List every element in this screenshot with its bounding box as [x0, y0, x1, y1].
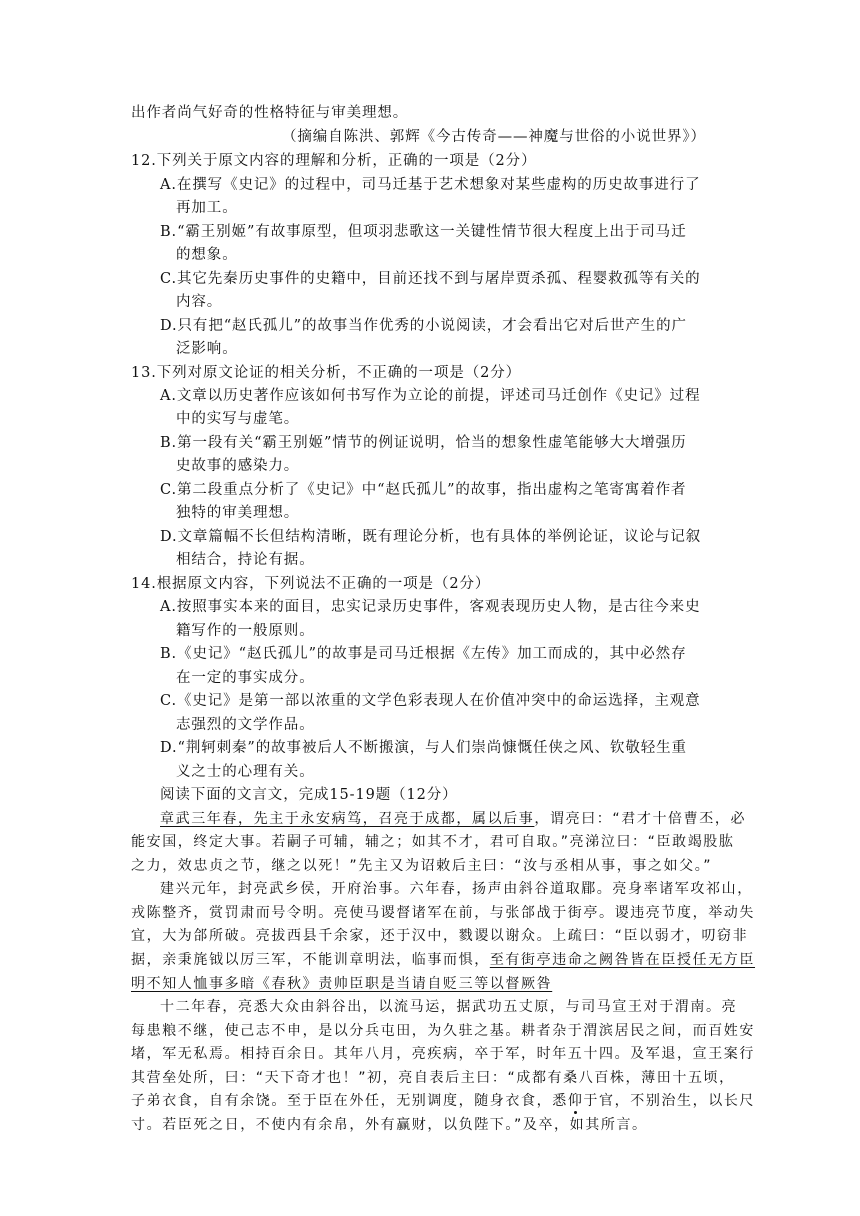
passage-text: ，谓亮曰：“君才十倍曹丕，必 [534, 811, 747, 827]
passage-p1-line-3: 之力，效忠贞之节，继之以死！”先主又为诏敕后主曰：“汝与丞相从事，事之如父。” [131, 858, 713, 874]
passage-p2-line-1: 建兴元年，封亮武乡侯，开府治事。六年春，扬声由斜谷道取郿。亮身率诸军攻祁山， [160, 881, 753, 897]
passage-p3-line-2: 每患粮不继，使己志不申，是以分兵屯田，为久驻之基。耕者杂于渭滨居民之间，而百姓安 [131, 1023, 755, 1039]
q13-option-c: C.第二段重点分析了《史记》中“赵氏孤儿”的故事，指出虚构之笔寄寓着作者 [160, 482, 687, 498]
q12-option-b-cont: 的想象。 [176, 247, 238, 263]
reading-instruction: 阅读下面的文言文，完成15-19题（12分） [160, 787, 458, 803]
passage-p2-line-4 [131, 950, 755, 970]
q13-option-a: A.文章以历史著作应该如何书写作为立论的前提，评述司马迁创作《史记》过程 [160, 388, 701, 404]
q12-option-d-cont: 泛影响。 [176, 341, 238, 357]
q14-option-d-cont: 义之士的心理有关。 [176, 764, 315, 780]
q12-option-d: D.只有把“赵氏孤儿”的故事当作优秀的小说阅读，才会看出它对后世产生的广 [160, 318, 687, 334]
q13-option-b: B.第一段有关“霸王别姬”情节的例证说明，恰当的想象性虚笔能够大大增强历 [160, 435, 687, 451]
passage-p3-line-1: 十二年春，亮悉大众由斜谷出，以流马运，据武功五丈原，与司马宣王对于渭南。亮 [160, 999, 738, 1015]
q12-option-c-cont: 内容。 [176, 294, 223, 310]
q12-option-c: C.其它先秦历史事件的史籍中，目前还找不到与屠岸贾杀孤、程婴救孤等有关的 [160, 271, 701, 287]
passage-p3-line-3: 堵，军无私焉。相持百余日。其年八月，亮疾病，卒于军，时年五十四。及军退，宣王案行 [131, 1046, 755, 1062]
source-citation: （摘编自陈洪、郭辉《今古传奇——神魔与世俗的小说世界》） [282, 129, 706, 145]
passage-p1-line-1 [160, 809, 746, 829]
q14-option-c: C.《史记》是第一部以浓重的文学色彩表现人在价值冲突中的命运选择，主观意 [160, 693, 701, 709]
q14-option-a-cont: 籍写作的一般原则。 [176, 623, 315, 639]
q13-option-b-cont: 史故事的感染力。 [176, 458, 300, 474]
q13-option-d: D.文章篇幅不长但结构清晰，既有理论分析，也有具体的举例论证，议论与记叙 [160, 529, 702, 545]
passage-p2-line-2: 戎陈整齐，赏罚肃而号令明。亮使马谡督诸军在前，与张郃战于街亭。谡违亮节度，举动失 [131, 905, 755, 921]
passage-p3-line-6: 寸。若臣死之日，不使内有余帛，外有赢财，以负陛下。”及卒，如其所言。 [131, 1117, 648, 1133]
passage-p1-line-2: 能安国，终定大事。若嗣子可辅，辅之；如其不才，君可自取。”亮涕泣曰：“臣敢竭股肱 [131, 834, 735, 850]
q12-option-a-cont: 再加工。 [176, 200, 238, 216]
passage-p3-line-5 [131, 1091, 755, 1111]
passage-text: 于官，不别治生，以长尺 [583, 1093, 756, 1109]
question-14-stem: 14.根据原文内容，下列说法不正确的一项是（2分） [131, 576, 491, 592]
passage-p2-line-3: 宜，大为郃所破。亮拔西县千余家，还于汉中，戮谡以谢众。上疏曰：“臣以弱才，叨窃非 [131, 928, 749, 944]
passage-p2-line-5 [131, 974, 552, 994]
q14-option-d: D.“荆轲刺秦”的故事被后人不断搬演，与人们崇尚慷慨任侠之风、钦敬轻生重 [160, 740, 687, 756]
passage-text: 子弟衣食，自有余饶。至于臣在外任，无别调度，随身衣食，悉 [131, 1093, 568, 1109]
q14-option-c-cont: 志强烈的文学作品。 [176, 717, 315, 733]
emphasis-dot-character: 仰 [567, 1093, 584, 1109]
q13-option-c-cont: 独特的审美理想。 [176, 505, 300, 521]
q14-option-b-cont: 在一定的事实成分。 [176, 670, 315, 686]
q13-option-d-cont: 相结合，持论有据。 [176, 552, 315, 568]
underlined-sentence: 章武三年春，先主于永安病笃，召亮于成都，属以后事 [160, 811, 535, 827]
passage-p3-line-4: 其营垒处所，曰：“天下奇才也！”初，亮自表后主曰：“成都有桑八百株，薄田十五顷， [131, 1070, 735, 1086]
question-12-stem: 12.下列关于原文内容的理解和分析，正确的一项是（2分） [131, 153, 537, 169]
question-13-stem: 13.下列对原文论证的相关分析，不正确的一项是（2分） [131, 365, 522, 381]
q13-option-a-cont: 中的实写与虚笔。 [176, 411, 300, 427]
underlined-sentence: 至有街亭违命之阙咎皆在臣授任无方臣 [489, 952, 756, 968]
passage-text: 据，亲秉旄钺以厉三军，不能训章明法，临事而惧， [131, 952, 490, 968]
q14-option-a: A.按照事实本来的面目，忠实记录历史事件，客观表现历史人物，是古往今来史 [160, 599, 701, 615]
q12-option-a: A.在撰写《史记》的过程中，司马迁基于艺术想象对某些虚构的历史故事进行了 [160, 177, 701, 193]
intro-last-line: 出作者尚气好奇的性格特征与审美理想。 [131, 105, 409, 121]
q12-option-b: B.“霸王别姬”有故事原型，但项羽悲歌这一关键性情节很大程度上出于司马迁 [160, 224, 687, 240]
q14-option-b: B.《史记》“赵氏孤儿”的故事是司马迁根据《左传》加工而成的，其中必然存 [160, 646, 687, 662]
underlined-sentence-cont: 明不知人恤事多暗《春秋》责帅臣职是当请自贬三等以督厥咎 [131, 976, 553, 992]
